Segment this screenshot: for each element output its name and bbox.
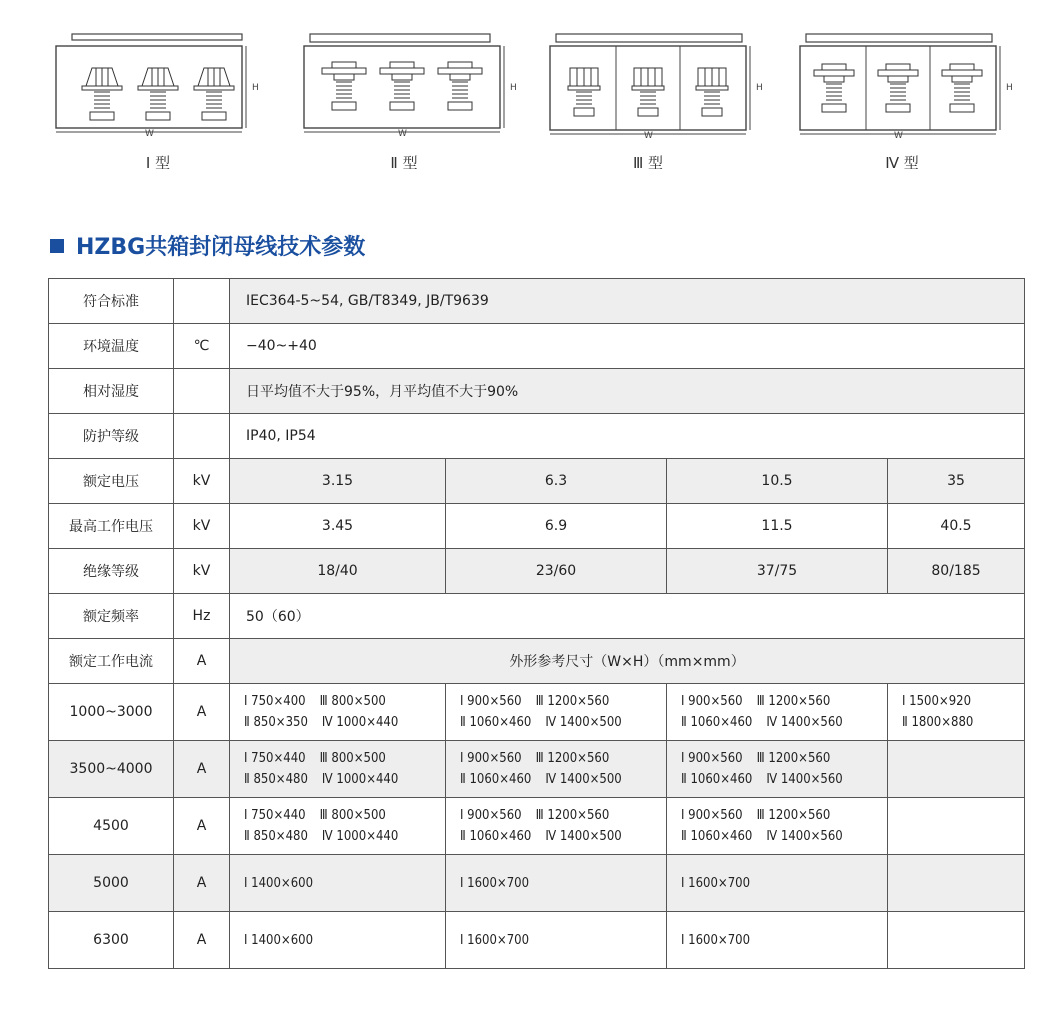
dimension-cell bbox=[446, 798, 667, 855]
height-mark: H bbox=[510, 83, 517, 93]
row-value: 3.15 bbox=[230, 459, 446, 504]
dimension-cell bbox=[667, 684, 888, 741]
dim-value: Ⅳ 1400×500 bbox=[545, 772, 622, 787]
dim-value: Ⅱ 850×480 bbox=[244, 772, 308, 787]
dimension-cell bbox=[888, 912, 1025, 969]
dimension-cell bbox=[888, 741, 1025, 798]
type-3-label: Ⅲ 型 bbox=[632, 154, 664, 172]
dim-value: Ⅲ 1200×560 bbox=[535, 751, 610, 766]
row-label: 5000 bbox=[49, 855, 174, 912]
dimension-cell bbox=[888, 684, 1025, 741]
dim-value: Ⅱ 850×480 bbox=[244, 829, 308, 844]
row-unit: Hz bbox=[174, 594, 230, 639]
dim-value: Ⅲ 1200×560 bbox=[756, 751, 831, 766]
dimension-cell bbox=[667, 741, 888, 798]
dim-value: Ⅱ 850×350 bbox=[244, 715, 308, 730]
dimension-cell bbox=[446, 684, 667, 741]
square-bullet-icon bbox=[50, 239, 64, 253]
row-label: 环境温度 bbox=[49, 324, 174, 369]
spec-table bbox=[48, 278, 1025, 969]
table-row bbox=[49, 912, 1025, 969]
row-label: 绝缘等级 bbox=[49, 549, 174, 594]
dim-value: Ⅰ 900×560 bbox=[681, 808, 743, 823]
width-mark: W bbox=[398, 129, 407, 139]
enclosure-diagrams bbox=[0, 0, 1062, 185]
table-row bbox=[49, 798, 1025, 855]
dim-value: Ⅰ 900×560 bbox=[460, 694, 522, 709]
dim-value: Ⅲ 800×500 bbox=[319, 751, 386, 766]
dim-value: Ⅰ 900×560 bbox=[460, 751, 522, 766]
diagram-type-4 bbox=[796, 32, 1026, 144]
row-unit: ℃ bbox=[174, 324, 230, 369]
dim-value: Ⅱ 1060×460 bbox=[460, 772, 532, 787]
row-value: 80/185 bbox=[888, 549, 1025, 594]
dimension-cell: Ⅰ 1600×700 bbox=[667, 912, 888, 969]
row-value: 50（60） bbox=[230, 594, 1025, 639]
row-value: 23/60 bbox=[446, 549, 667, 594]
row-unit: A bbox=[174, 741, 230, 798]
row-label: 额定频率 bbox=[49, 594, 174, 639]
row-unit: A bbox=[174, 684, 230, 741]
dim-value: Ⅳ 1400×560 bbox=[766, 829, 843, 844]
row-label: 符合标准 bbox=[49, 279, 174, 324]
dim-value: Ⅰ 750×400 bbox=[244, 694, 306, 709]
table-row bbox=[49, 504, 1025, 549]
dimension-cell bbox=[230, 684, 446, 741]
width-mark: W bbox=[644, 131, 653, 141]
enclosure-type-3-drawing bbox=[546, 32, 776, 144]
dimension-cell bbox=[446, 741, 667, 798]
dim-value: Ⅳ 1400×500 bbox=[545, 829, 622, 844]
dimension-cell: Ⅰ 1600×700 bbox=[667, 855, 888, 912]
type-1-label: Ⅰ 型 bbox=[145, 154, 171, 172]
row-unit: kV bbox=[174, 504, 230, 549]
dim-value: Ⅰ 900×560 bbox=[681, 751, 743, 766]
dimension-header: 外形参考尺寸（W×H）（mm×mm） bbox=[230, 639, 1025, 684]
dim-value: Ⅲ 1200×560 bbox=[535, 694, 610, 709]
table-row bbox=[49, 684, 1025, 741]
row-label: 3500~4000 bbox=[49, 741, 174, 798]
table-row bbox=[49, 549, 1025, 594]
row-label: 最高工作电压 bbox=[49, 504, 174, 549]
type-4-label: Ⅳ 型 bbox=[885, 154, 919, 172]
dim-value: Ⅲ 800×500 bbox=[319, 694, 386, 709]
height-mark: H bbox=[252, 83, 259, 93]
diagram-type-1 bbox=[52, 32, 262, 142]
dimension-cell bbox=[230, 798, 446, 855]
dimension-cell bbox=[888, 855, 1025, 912]
dim-value: Ⅳ 1400×560 bbox=[766, 715, 843, 730]
row-label: 额定工作电流 bbox=[49, 639, 174, 684]
width-mark: W bbox=[145, 129, 154, 139]
row-value: 18/40 bbox=[230, 549, 446, 594]
row-value: 6.9 bbox=[446, 504, 667, 549]
dim-value: Ⅱ 1060×460 bbox=[681, 829, 753, 844]
height-mark: H bbox=[1006, 83, 1013, 93]
table-row bbox=[49, 639, 1025, 684]
section-heading bbox=[50, 230, 365, 261]
dim-value: Ⅱ 1060×460 bbox=[681, 715, 753, 730]
row-value: −40~+40 bbox=[230, 324, 1025, 369]
section-title: HZBG共箱封闭母线技术参数 bbox=[76, 235, 366, 260]
table-row bbox=[49, 741, 1025, 798]
table-row bbox=[49, 414, 1025, 459]
dim-value: Ⅲ 1200×560 bbox=[535, 808, 610, 823]
dim-value: Ⅲ 1200×560 bbox=[756, 808, 831, 823]
type-2-label: Ⅱ 型 bbox=[390, 154, 418, 172]
enclosure-type-1-drawing bbox=[52, 32, 262, 142]
row-value: 6.3 bbox=[446, 459, 667, 504]
table-row bbox=[49, 459, 1025, 504]
dim-value: Ⅳ 1000×440 bbox=[321, 772, 399, 787]
row-label: 6300 bbox=[49, 912, 174, 969]
row-label: 防护等级 bbox=[49, 414, 174, 459]
row-unit: A bbox=[174, 639, 230, 684]
diagram-type-3 bbox=[546, 32, 776, 144]
diagram-type-2 bbox=[300, 32, 520, 142]
row-unit: kV bbox=[174, 549, 230, 594]
row-value: 日平均值不大于95%，月平均值不大于90% bbox=[230, 369, 1025, 414]
table-row bbox=[49, 855, 1025, 912]
row-label: 4500 bbox=[49, 798, 174, 855]
row-value: IP40, IP54 bbox=[230, 414, 1025, 459]
row-unit bbox=[174, 279, 230, 324]
dim-value: Ⅲ 1200×560 bbox=[756, 694, 831, 709]
dim-value: Ⅳ 1000×440 bbox=[321, 715, 399, 730]
dimension-cell: Ⅰ 1600×700 bbox=[446, 855, 667, 912]
dim-value: Ⅳ 1000×440 bbox=[321, 829, 399, 844]
row-unit bbox=[174, 414, 230, 459]
row-label: 相对湿度 bbox=[49, 369, 174, 414]
table-row bbox=[49, 594, 1025, 639]
row-value: 3.45 bbox=[230, 504, 446, 549]
dimension-cell: Ⅰ 1600×700 bbox=[446, 912, 667, 969]
dim-value: Ⅰ 900×560 bbox=[460, 808, 522, 823]
dimension-cell: Ⅰ 1400×600 bbox=[230, 855, 446, 912]
dim-value: Ⅰ 750×440 bbox=[244, 808, 306, 823]
row-unit bbox=[174, 369, 230, 414]
dim-value: Ⅱ 1060×460 bbox=[460, 715, 532, 730]
dim-value: Ⅰ 900×560 bbox=[681, 694, 743, 709]
dim-value: Ⅳ 1400×560 bbox=[766, 772, 843, 787]
row-value: 10.5 bbox=[667, 459, 888, 504]
table-row bbox=[49, 369, 1025, 414]
table-row bbox=[49, 324, 1025, 369]
dimension-cell bbox=[888, 798, 1025, 855]
row-value: IEC364-5~54, GB/T8349, JB/T9639 bbox=[230, 279, 1025, 324]
row-value: 35 bbox=[888, 459, 1025, 504]
row-label: 1000~3000 bbox=[49, 684, 174, 741]
dim-value: Ⅲ 800×500 bbox=[319, 808, 386, 823]
height-mark: H bbox=[756, 83, 763, 93]
row-unit: A bbox=[174, 798, 230, 855]
dimension-cell bbox=[667, 798, 888, 855]
dimension-cell bbox=[230, 741, 446, 798]
enclosure-type-2-drawing bbox=[300, 32, 520, 142]
row-label: 额定电压 bbox=[49, 459, 174, 504]
width-mark: W bbox=[894, 131, 903, 141]
dim-value: Ⅰ 750×440 bbox=[244, 751, 306, 766]
row-unit: A bbox=[174, 855, 230, 912]
table-row bbox=[49, 279, 1025, 324]
dim-value: Ⅱ 1060×460 bbox=[681, 772, 753, 787]
dim-value: Ⅱ 1800×880 bbox=[902, 715, 974, 730]
row-value: 40.5 bbox=[888, 504, 1025, 549]
row-unit: A bbox=[174, 912, 230, 969]
dim-value: Ⅰ 1500×920 bbox=[902, 694, 972, 709]
row-value: 37/75 bbox=[667, 549, 888, 594]
row-value: 11.5 bbox=[667, 504, 888, 549]
dimension-cell: Ⅰ 1400×600 bbox=[230, 912, 446, 969]
row-unit: kV bbox=[174, 459, 230, 504]
dim-value: Ⅳ 1400×500 bbox=[545, 715, 622, 730]
enclosure-type-4-drawing bbox=[796, 32, 1026, 144]
dim-value: Ⅱ 1060×460 bbox=[460, 829, 532, 844]
